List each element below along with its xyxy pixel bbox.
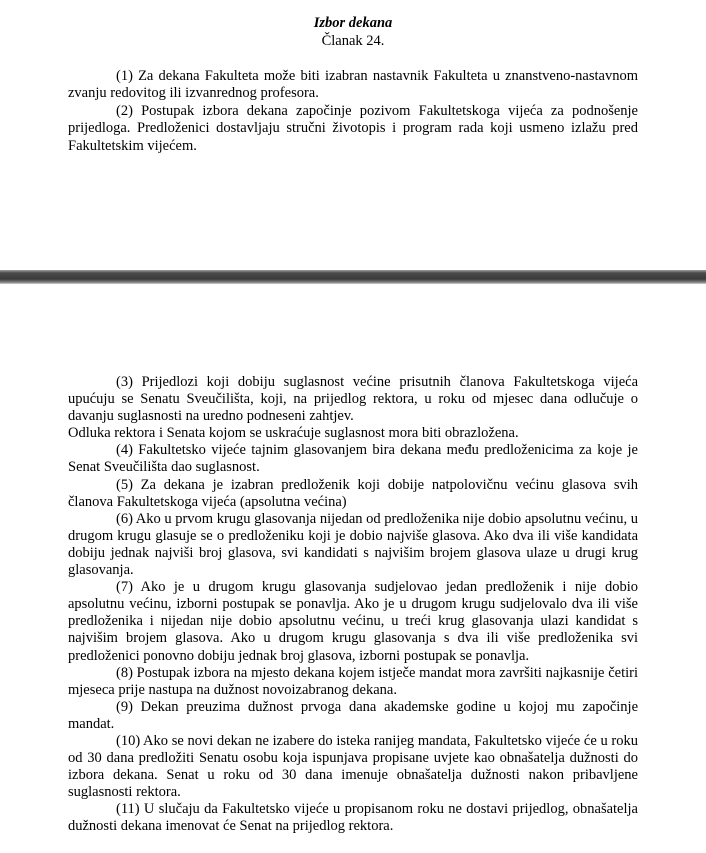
article-number: Članak 24.	[321, 33, 385, 49]
paragraph: (3) Prijedlozi koji dobiju suglasnost većine prisutnih članova Fakultetskoga vijeća upućuju se Senatu Sveučilišta, koji, na prijedlog rektora, u roku od mjesec dana odlučuje o davanju suglasnosti na uredno podneseni zahtjev.	[68, 374, 638, 425]
article-heading: Izbor dekana	[313, 15, 393, 31]
paragraph: Odluka rektora i Senata kojom se uskraćuje suglasnost mora biti obrazložena.	[68, 425, 519, 442]
paragraph: (5) Za dekana je izabran predloženik koji dobije natpolovičnu većinu glasova svih članova Fakultetskoga vijeća (apsolutna većina)	[68, 476, 638, 510]
article-header	[0, 14, 706, 50]
paragraph: (11) U slučaju da Fakultetsko vijeće u propisanom roku ne dostavi prijedlog, obnašatelja dužnosti dekana imenovat će Senat na prijedlog rektora.	[68, 801, 638, 835]
paragraph-2: (2) Postupak izbora dekana započinje pozivom Fakultetskoga vijeća za podnošenje prijedloga. Predloženici dostavljaju stručni životopis i program rada koji usmeno izlažu pred Fakultetskim vijećem.	[68, 102, 638, 154]
page-break-divider	[0, 270, 706, 284]
paragraph: (10) Ako se novi dekan ne izabere do isteka ranijeg mandata, Fakultetsko vijeće će u roku od 30 dana predložiti Senatu osobu koja ispunjava propisane uvjete kao obnašatelja dužnosti do izbora dekana. Senat u roku od 30 dana imenuje obnašatelja dužnosti nakon pribavljene suglasnosti rektora.	[68, 732, 638, 801]
paragraph-1: (1) Za dekana Fakulteta može biti izabran nastavnik Fakulteta u znanstveno-nastavnom zvanju redovitog ili izvanrednog profesora.	[68, 68, 638, 102]
paragraph: (4) Fakultetsko vijeće tajnim glasovanjem bira dekana među predloženicima za koje je Senat Sveučilišta dao suglasnost.	[68, 442, 638, 476]
paragraph: (9) Dekan preuzima dužnost prvoga dana akademske godine u kojoj mu započinje mandat.	[68, 698, 638, 732]
article-body-bottom	[68, 374, 638, 836]
article-body-top	[68, 68, 638, 155]
paragraph: (6) Ako u prvom krugu glasovanja nijedan od predloženika nije dobio apsolutnu većinu, u drugom krugu glasuje se o predloženiku koji je dobio najviše glasova. Ako dva ili više kandidata dobiju jednak najviši broj glasova, svi kandidati s najvišim brojem glasova ulaze u drugi krug glasovanja.	[68, 510, 638, 579]
paragraph: (7) Ako je u drugom krugu glasovanja sudjelovao jedan predloženik i nije dobio apsolutnu većinu, izborni postupak se ponavlja. Ako je u drugom krugu sudjelovalo dva ili više predloženika i nijedan nije dobio apsolutnu većinu, u treći krug glasovanja ulazi kandidat s najvišim brojem glasova. Ako u drugom krugu glasovanja s dva ili više predloženika svi predloženici ponovno dobiju jednak broj glasova, izborni postupak se ponavlja.	[68, 579, 638, 664]
paragraph: (8) Postupak izbora na mjesto dekana kojem istječe mandat mora završiti najkasnije četiri mjeseca prije nastupa na dužnost novoizabranog dekana.	[68, 664, 638, 698]
